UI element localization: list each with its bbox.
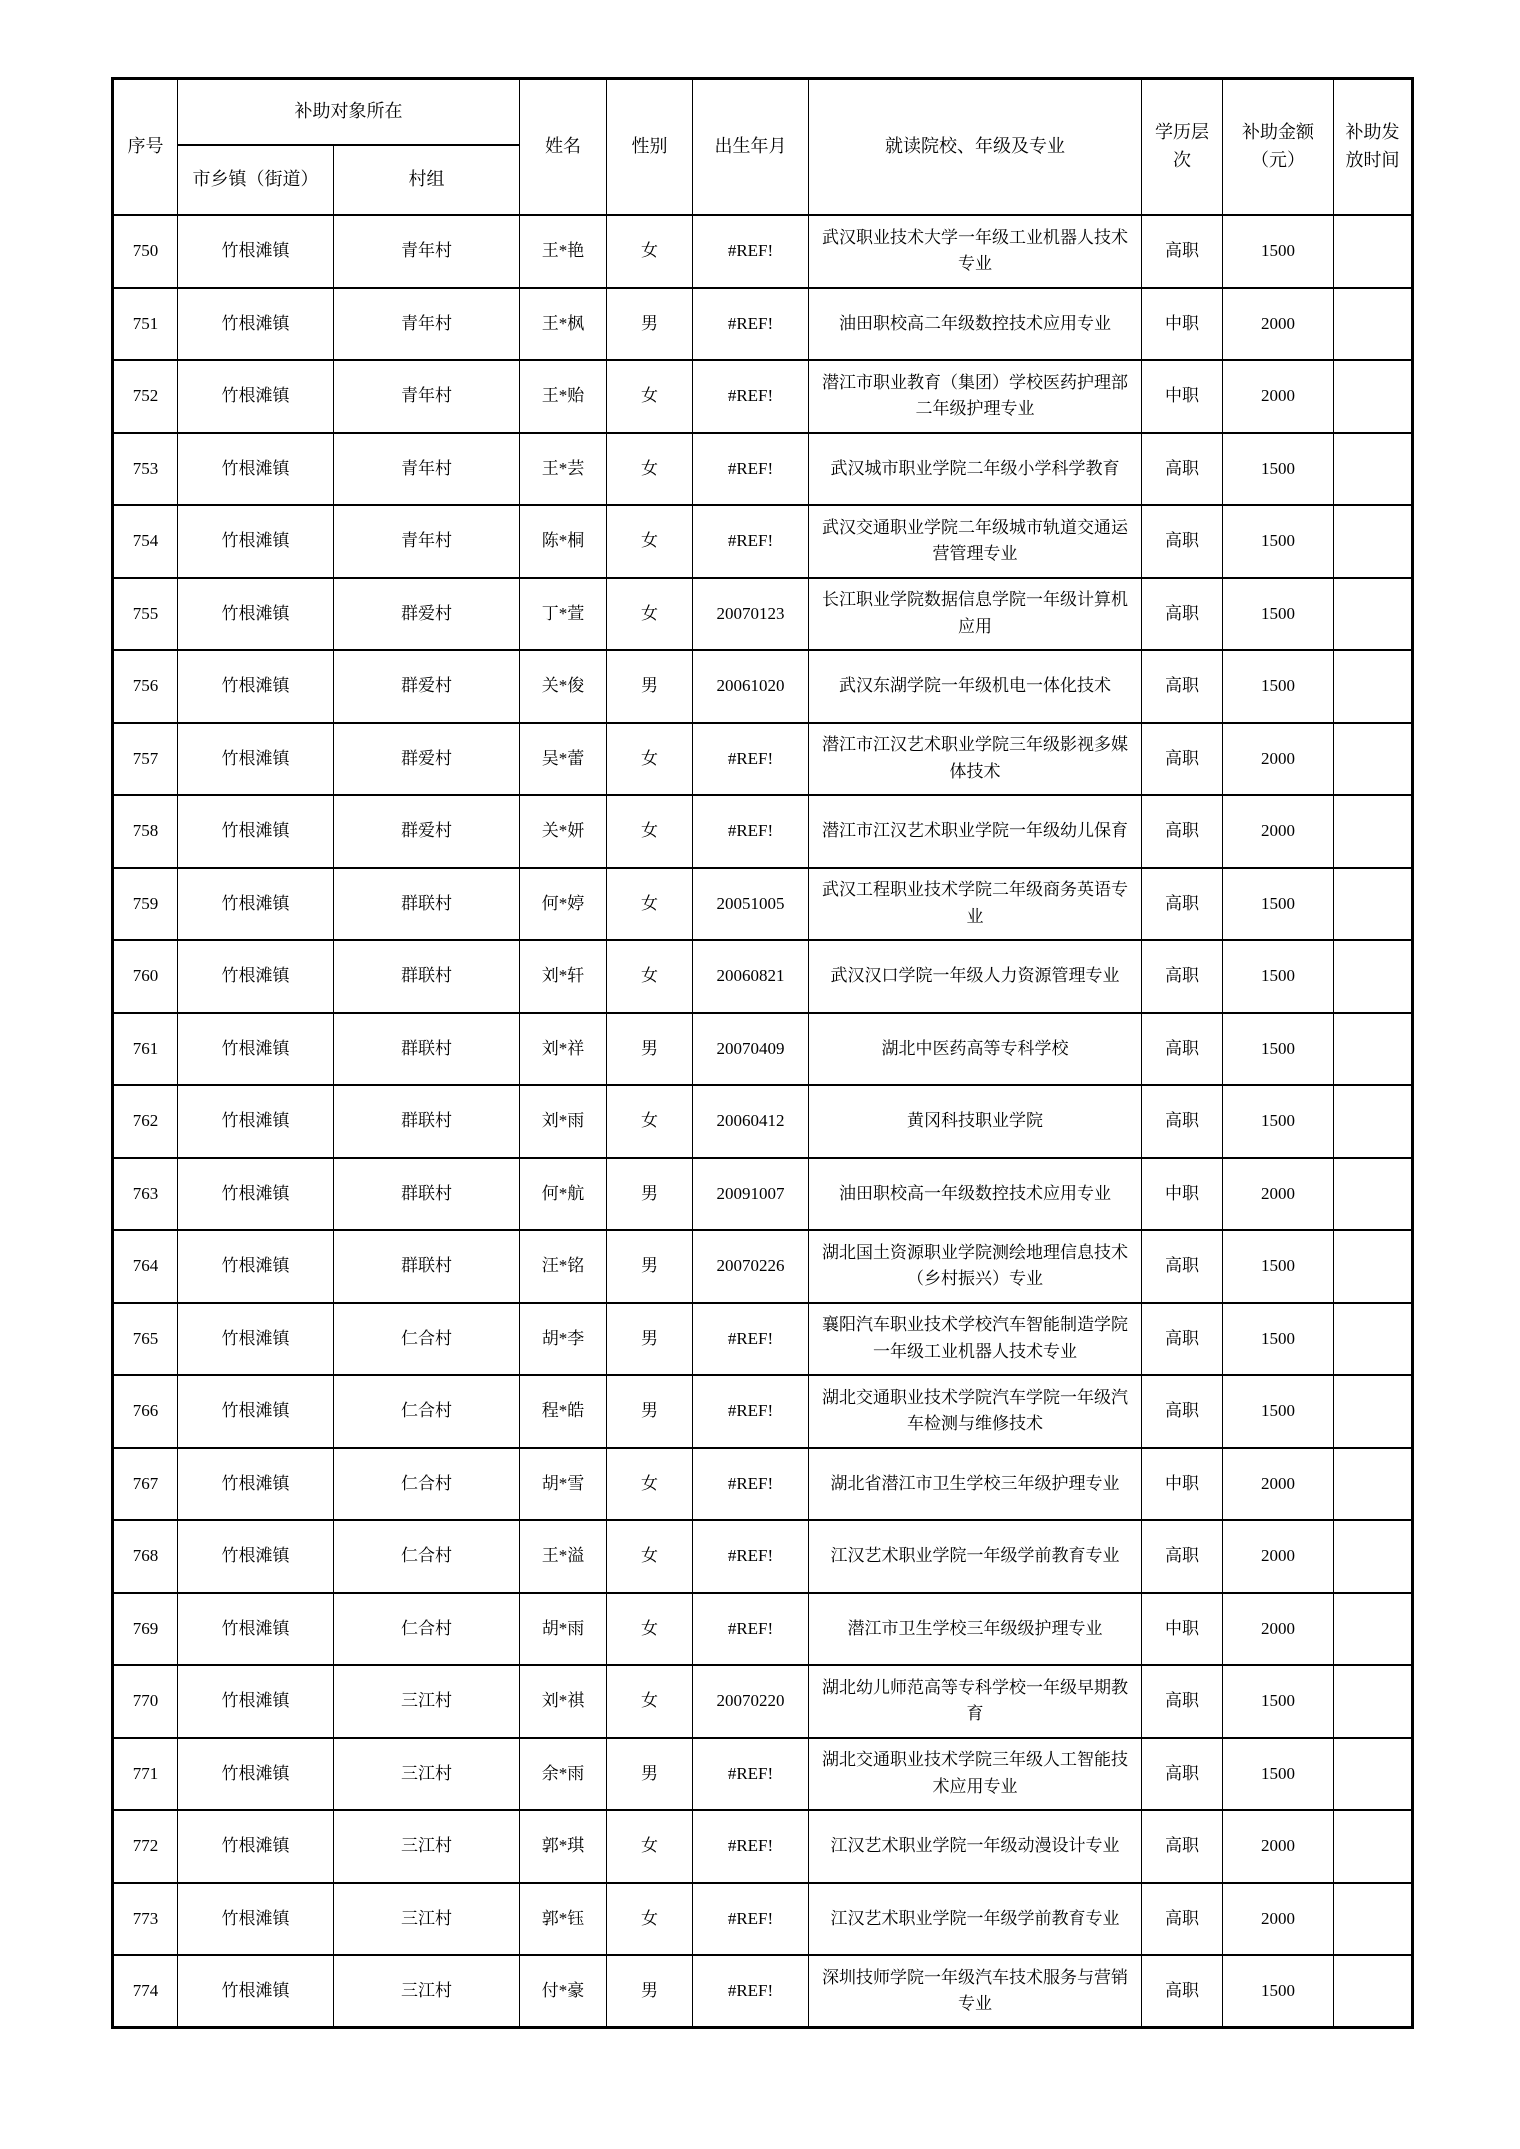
- cell-school: 湖北幼儿师范高等专科学校一年级早期教育: [809, 1665, 1142, 1738]
- cell-name: 汪*铭: [520, 1230, 607, 1303]
- cell-serial: 753: [113, 433, 178, 506]
- cell-village: 三江村: [334, 1810, 520, 1883]
- cell-serial: 754: [113, 505, 178, 578]
- cell-village: 三江村: [334, 1883, 520, 1956]
- cell-gender: 女: [607, 1883, 693, 1956]
- cell-pay-time: [1334, 1303, 1413, 1376]
- cell-village: 三江村: [334, 1665, 520, 1738]
- cell-birth: 20070226: [693, 1230, 809, 1303]
- cell-serial: 762: [113, 1085, 178, 1158]
- header-serial: 序号: [113, 79, 178, 216]
- table-row: [113, 795, 1413, 868]
- cell-town: 竹根滩镇: [178, 433, 334, 506]
- cell-level: 高职: [1142, 940, 1223, 1013]
- table-row: [113, 1955, 1413, 2028]
- cell-level: 高职: [1142, 1810, 1223, 1883]
- cell-pay-time: [1334, 1085, 1413, 1158]
- cell-village: 青年村: [334, 433, 520, 506]
- cell-school: 江汉艺术职业学院一年级动漫设计专业: [809, 1810, 1142, 1883]
- cell-town: 竹根滩镇: [178, 1158, 334, 1231]
- cell-name: 关*俊: [520, 650, 607, 723]
- cell-birth: #REF!: [693, 1883, 809, 1956]
- cell-name: 丁*萱: [520, 578, 607, 651]
- cell-town: 竹根滩镇: [178, 650, 334, 723]
- table-row: [113, 868, 1413, 941]
- cell-village: 群联村: [334, 1158, 520, 1231]
- cell-gender: 女: [607, 433, 693, 506]
- cell-school: 武汉城市职业学院二年级小学科学教育: [809, 433, 1142, 506]
- cell-village: 仁合村: [334, 1520, 520, 1593]
- cell-amount: 2000: [1223, 1593, 1334, 1666]
- cell-pay-time: [1334, 288, 1413, 361]
- cell-birth: 20051005: [693, 868, 809, 941]
- cell-level: 高职: [1142, 578, 1223, 651]
- table-body: [113, 215, 1413, 2028]
- cell-village: 群联村: [334, 1085, 520, 1158]
- cell-school: 武汉工程职业技术学院二年级商务英语专业: [809, 868, 1142, 941]
- cell-amount: 1500: [1223, 1230, 1334, 1303]
- cell-birth: #REF!: [693, 1738, 809, 1811]
- table-row: [113, 1375, 1413, 1448]
- cell-serial: 764: [113, 1230, 178, 1303]
- header-village: 村组: [334, 145, 520, 215]
- cell-gender: 女: [607, 360, 693, 433]
- cell-birth: 20061020: [693, 650, 809, 723]
- cell-town: 竹根滩镇: [178, 1955, 334, 2028]
- cell-gender: 男: [607, 1158, 693, 1231]
- table-row: [113, 433, 1413, 506]
- cell-name: 胡*李: [520, 1303, 607, 1376]
- cell-school: 深圳技师学院一年级汽车技术服务与营销专业: [809, 1955, 1142, 2028]
- cell-village: 群联村: [334, 1013, 520, 1086]
- cell-birth: 20091007: [693, 1158, 809, 1231]
- cell-pay-time: [1334, 795, 1413, 868]
- cell-town: 竹根滩镇: [178, 1665, 334, 1738]
- table-row: [113, 1303, 1413, 1376]
- cell-village: 仁合村: [334, 1375, 520, 1448]
- cell-town: 竹根滩镇: [178, 1230, 334, 1303]
- cell-school: 油田职校高一年级数控技术应用专业: [809, 1158, 1142, 1231]
- cell-town: 竹根滩镇: [178, 1448, 334, 1521]
- cell-school: 武汉汉口学院一年级人力资源管理专业: [809, 940, 1142, 1013]
- cell-pay-time: [1334, 1955, 1413, 2028]
- cell-amount: 1500: [1223, 1955, 1334, 2028]
- cell-village: 青年村: [334, 505, 520, 578]
- cell-serial: 769: [113, 1593, 178, 1666]
- cell-town: 竹根滩镇: [178, 1375, 334, 1448]
- cell-birth: #REF!: [693, 1375, 809, 1448]
- cell-school: 襄阳汽车职业技术学校汽车智能制造学院一年级工业机器人技术专业: [809, 1303, 1142, 1376]
- cell-pay-time: [1334, 433, 1413, 506]
- header-name: 姓名: [520, 79, 607, 216]
- cell-school: 长江职业学院数据信息学院一年级计算机应用: [809, 578, 1142, 651]
- cell-amount: 2000: [1223, 723, 1334, 796]
- cell-gender: 男: [607, 1375, 693, 1448]
- cell-gender: 男: [607, 650, 693, 723]
- cell-level: 高职: [1142, 1375, 1223, 1448]
- cell-birth: #REF!: [693, 795, 809, 868]
- cell-birth: #REF!: [693, 288, 809, 361]
- cell-name: 余*雨: [520, 1738, 607, 1811]
- cell-town: 竹根滩镇: [178, 868, 334, 941]
- cell-serial: 760: [113, 940, 178, 1013]
- cell-serial: 758: [113, 795, 178, 868]
- cell-amount: 1500: [1223, 505, 1334, 578]
- cell-village: 仁合村: [334, 1303, 520, 1376]
- cell-birth: #REF!: [693, 1810, 809, 1883]
- cell-town: 竹根滩镇: [178, 1593, 334, 1666]
- header-school: 就读院校、年级及专业: [809, 79, 1142, 216]
- header-pay-time: 补助发放时间: [1334, 79, 1413, 216]
- cell-pay-time: [1334, 1230, 1413, 1303]
- cell-village: 群爱村: [334, 650, 520, 723]
- cell-level: 高职: [1142, 650, 1223, 723]
- cell-amount: 1500: [1223, 1085, 1334, 1158]
- cell-name: 何*婷: [520, 868, 607, 941]
- cell-pay-time: [1334, 1013, 1413, 1086]
- cell-school: 武汉东湖学院一年级机电一体化技术: [809, 650, 1142, 723]
- cell-school: 武汉职业技术大学一年级工业机器人技术专业: [809, 215, 1142, 288]
- cell-serial: 773: [113, 1883, 178, 1956]
- cell-level: 高职: [1142, 1883, 1223, 1956]
- table-row: [113, 1883, 1413, 1956]
- table-row: [113, 940, 1413, 1013]
- cell-amount: 1500: [1223, 650, 1334, 723]
- cell-name: 付*豪: [520, 1955, 607, 2028]
- cell-name: 刘*祥: [520, 1013, 607, 1086]
- subsidy-roster-table: [111, 77, 1414, 2029]
- cell-level: 中职: [1142, 1593, 1223, 1666]
- cell-serial: 768: [113, 1520, 178, 1593]
- cell-name: 王*枫: [520, 288, 607, 361]
- table-header: [113, 79, 1413, 216]
- cell-birth: #REF!: [693, 433, 809, 506]
- header-birth: 出生年月: [693, 79, 809, 216]
- cell-birth: 20070123: [693, 578, 809, 651]
- cell-school: 湖北省潜江市卫生学校三年级护理专业: [809, 1448, 1142, 1521]
- cell-name: 刘*雨: [520, 1085, 607, 1158]
- cell-birth: 20070220: [693, 1665, 809, 1738]
- table-row: [113, 215, 1413, 288]
- cell-birth: #REF!: [693, 1303, 809, 1376]
- cell-name: 刘*轩: [520, 940, 607, 1013]
- cell-name: 胡*雪: [520, 1448, 607, 1521]
- header-gender: 性别: [607, 79, 693, 216]
- cell-village: 群爱村: [334, 723, 520, 796]
- cell-pay-time: [1334, 578, 1413, 651]
- cell-birth: #REF!: [693, 215, 809, 288]
- cell-gender: 女: [607, 1520, 693, 1593]
- cell-name: 郭*钰: [520, 1883, 607, 1956]
- cell-birth: 20060412: [693, 1085, 809, 1158]
- cell-pay-time: [1334, 505, 1413, 578]
- cell-serial: 763: [113, 1158, 178, 1231]
- cell-village: 仁合村: [334, 1593, 520, 1666]
- cell-serial: 755: [113, 578, 178, 651]
- cell-town: 竹根滩镇: [178, 215, 334, 288]
- cell-serial: 761: [113, 1013, 178, 1086]
- table-row: [113, 360, 1413, 433]
- cell-school: 湖北中医药高等专科学校: [809, 1013, 1142, 1086]
- cell-school: 油田职校高二年级数控技术应用专业: [809, 288, 1142, 361]
- cell-town: 竹根滩镇: [178, 723, 334, 796]
- table-row: [113, 723, 1413, 796]
- cell-school: 潜江市江汉艺术职业学院三年级影视多媒体技术: [809, 723, 1142, 796]
- cell-town: 竹根滩镇: [178, 940, 334, 1013]
- cell-serial: 772: [113, 1810, 178, 1883]
- cell-village: 青年村: [334, 360, 520, 433]
- cell-amount: 2000: [1223, 1448, 1334, 1521]
- cell-school: 江汉艺术职业学院一年级学前教育专业: [809, 1883, 1142, 1956]
- table-row: [113, 1013, 1413, 1086]
- cell-amount: 1500: [1223, 1013, 1334, 1086]
- cell-serial: 765: [113, 1303, 178, 1376]
- cell-gender: 女: [607, 215, 693, 288]
- cell-level: 高职: [1142, 868, 1223, 941]
- cell-level: 高职: [1142, 1955, 1223, 2028]
- cell-amount: 1500: [1223, 1665, 1334, 1738]
- cell-pay-time: [1334, 1883, 1413, 1956]
- cell-level: 高职: [1142, 505, 1223, 578]
- table-row: [113, 1593, 1413, 1666]
- cell-serial: 766: [113, 1375, 178, 1448]
- cell-gender: 男: [607, 1738, 693, 1811]
- cell-school: 武汉交通职业学院二年级城市轨道交通运营管理专业: [809, 505, 1142, 578]
- cell-gender: 男: [607, 1955, 693, 2028]
- table-row: [113, 1448, 1413, 1521]
- cell-birth: #REF!: [693, 505, 809, 578]
- cell-town: 竹根滩镇: [178, 1013, 334, 1086]
- cell-school: 湖北交通职业技术学院汽车学院一年级汽车检测与维修技术: [809, 1375, 1142, 1448]
- cell-town: 竹根滩镇: [178, 505, 334, 578]
- cell-level: 高职: [1142, 1738, 1223, 1811]
- cell-pay-time: [1334, 1593, 1413, 1666]
- cell-village: 群爱村: [334, 578, 520, 651]
- cell-serial: 759: [113, 868, 178, 941]
- cell-town: 竹根滩镇: [178, 1303, 334, 1376]
- cell-gender: 女: [607, 1593, 693, 1666]
- cell-serial: 767: [113, 1448, 178, 1521]
- cell-gender: 女: [607, 868, 693, 941]
- cell-school: 潜江市职业教育（集团）学校医药护理部二年级护理专业: [809, 360, 1142, 433]
- cell-amount: 1500: [1223, 215, 1334, 288]
- cell-village: 青年村: [334, 288, 520, 361]
- table-row: [113, 1230, 1413, 1303]
- cell-school: 湖北交通职业技术学院三年级人工智能技术应用专业: [809, 1738, 1142, 1811]
- cell-amount: 2000: [1223, 288, 1334, 361]
- cell-name: 胡*雨: [520, 1593, 607, 1666]
- table-row: [113, 650, 1413, 723]
- cell-pay-time: [1334, 1810, 1413, 1883]
- cell-name: 王*贻: [520, 360, 607, 433]
- cell-gender: 女: [607, 795, 693, 868]
- cell-village: 三江村: [334, 1955, 520, 2028]
- table-row: [113, 578, 1413, 651]
- cell-name: 刘*祺: [520, 1665, 607, 1738]
- cell-name: 何*航: [520, 1158, 607, 1231]
- cell-name: 吴*蕾: [520, 723, 607, 796]
- cell-birth: #REF!: [693, 1955, 809, 2028]
- cell-amount: 1500: [1223, 578, 1334, 651]
- table-row: [113, 1738, 1413, 1811]
- cell-birth: #REF!: [693, 723, 809, 796]
- cell-amount: 2000: [1223, 1158, 1334, 1231]
- cell-level: 高职: [1142, 433, 1223, 506]
- cell-pay-time: [1334, 868, 1413, 941]
- cell-amount: 2000: [1223, 795, 1334, 868]
- cell-birth: #REF!: [693, 1593, 809, 1666]
- cell-village: 群联村: [334, 868, 520, 941]
- cell-town: 竹根滩镇: [178, 288, 334, 361]
- cell-pay-time: [1334, 1375, 1413, 1448]
- header-town: 市乡镇（街道）: [178, 145, 334, 215]
- header-location-group: 补助对象所在: [178, 79, 520, 146]
- cell-pay-time: [1334, 1520, 1413, 1593]
- cell-level: 高职: [1142, 1085, 1223, 1158]
- cell-level: 高职: [1142, 1303, 1223, 1376]
- cell-level: 高职: [1142, 1665, 1223, 1738]
- cell-name: 王*芸: [520, 433, 607, 506]
- cell-serial: 756: [113, 650, 178, 723]
- cell-name: 王*溢: [520, 1520, 607, 1593]
- cell-birth: #REF!: [693, 1448, 809, 1521]
- cell-village: 群联村: [334, 1230, 520, 1303]
- cell-gender: 女: [607, 1448, 693, 1521]
- table-row: [113, 505, 1413, 578]
- cell-gender: 女: [607, 1085, 693, 1158]
- cell-level: 高职: [1142, 1520, 1223, 1593]
- cell-pay-time: [1334, 940, 1413, 1013]
- cell-name: 关*妍: [520, 795, 607, 868]
- cell-village: 仁合村: [334, 1448, 520, 1521]
- cell-village: 群联村: [334, 940, 520, 1013]
- table-row: [113, 1520, 1413, 1593]
- cell-serial: 770: [113, 1665, 178, 1738]
- cell-pay-time: [1334, 1448, 1413, 1521]
- cell-gender: 男: [607, 1230, 693, 1303]
- header-amount: 补助金额（元）: [1223, 79, 1334, 216]
- cell-school: 江汉艺术职业学院一年级学前教育专业: [809, 1520, 1142, 1593]
- cell-level: 高职: [1142, 1230, 1223, 1303]
- cell-village: 三江村: [334, 1738, 520, 1811]
- cell-gender: 女: [607, 505, 693, 578]
- cell-gender: 女: [607, 578, 693, 651]
- cell-level: 高职: [1142, 215, 1223, 288]
- cell-name: 王*艳: [520, 215, 607, 288]
- cell-name: 郭*琪: [520, 1810, 607, 1883]
- cell-amount: 2000: [1223, 1520, 1334, 1593]
- cell-town: 竹根滩镇: [178, 578, 334, 651]
- cell-level: 高职: [1142, 1013, 1223, 1086]
- cell-amount: 1500: [1223, 940, 1334, 1013]
- cell-school: 潜江市江汉艺术职业学院一年级幼儿保育: [809, 795, 1142, 868]
- cell-level: 中职: [1142, 288, 1223, 361]
- cell-level: 中职: [1142, 1448, 1223, 1521]
- cell-birth: 20070409: [693, 1013, 809, 1086]
- cell-pay-time: [1334, 1738, 1413, 1811]
- cell-pay-time: [1334, 215, 1413, 288]
- cell-serial: 757: [113, 723, 178, 796]
- cell-amount: 2000: [1223, 360, 1334, 433]
- cell-level: 中职: [1142, 360, 1223, 433]
- cell-gender: 女: [607, 940, 693, 1013]
- cell-pay-time: [1334, 360, 1413, 433]
- cell-serial: 752: [113, 360, 178, 433]
- cell-serial: 750: [113, 215, 178, 288]
- table-row: [113, 1665, 1413, 1738]
- cell-village: 青年村: [334, 215, 520, 288]
- table-row: [113, 1810, 1413, 1883]
- table-row: [113, 288, 1413, 361]
- cell-town: 竹根滩镇: [178, 1810, 334, 1883]
- cell-town: 竹根滩镇: [178, 795, 334, 868]
- cell-town: 竹根滩镇: [178, 1085, 334, 1158]
- cell-serial: 771: [113, 1738, 178, 1811]
- cell-pay-time: [1334, 650, 1413, 723]
- cell-pay-time: [1334, 1158, 1413, 1231]
- cell-amount: 2000: [1223, 1883, 1334, 1956]
- cell-gender: 男: [607, 288, 693, 361]
- cell-level: 高职: [1142, 723, 1223, 796]
- cell-school: 潜江市卫生学校三年级级护理专业: [809, 1593, 1142, 1666]
- cell-town: 竹根滩镇: [178, 1738, 334, 1811]
- cell-serial: 751: [113, 288, 178, 361]
- cell-birth: #REF!: [693, 1520, 809, 1593]
- cell-amount: 2000: [1223, 1810, 1334, 1883]
- cell-pay-time: [1334, 723, 1413, 796]
- cell-amount: 1500: [1223, 433, 1334, 506]
- cell-amount: 1500: [1223, 1738, 1334, 1811]
- cell-amount: 1500: [1223, 868, 1334, 941]
- cell-school: 黄冈科技职业学院: [809, 1085, 1142, 1158]
- cell-gender: 女: [607, 1665, 693, 1738]
- cell-birth: 20060821: [693, 940, 809, 1013]
- cell-town: 竹根滩镇: [178, 1520, 334, 1593]
- cell-level: 中职: [1142, 1158, 1223, 1231]
- table-row: [113, 1085, 1413, 1158]
- cell-birth: #REF!: [693, 360, 809, 433]
- cell-town: 竹根滩镇: [178, 1883, 334, 1956]
- cell-town: 竹根滩镇: [178, 360, 334, 433]
- cell-gender: 女: [607, 1810, 693, 1883]
- cell-village: 群爱村: [334, 795, 520, 868]
- cell-amount: 1500: [1223, 1303, 1334, 1376]
- cell-name: 陈*桐: [520, 505, 607, 578]
- cell-amount: 1500: [1223, 1375, 1334, 1448]
- cell-name: 程*皓: [520, 1375, 607, 1448]
- cell-level: 高职: [1142, 795, 1223, 868]
- cell-pay-time: [1334, 1665, 1413, 1738]
- header-level: 学历层次: [1142, 79, 1223, 216]
- cell-gender: 男: [607, 1303, 693, 1376]
- cell-school: 湖北国土资源职业学院测绘地理信息技术（乡村振兴）专业: [809, 1230, 1142, 1303]
- cell-gender: 男: [607, 1013, 693, 1086]
- cell-serial: 774: [113, 1955, 178, 2028]
- cell-gender: 女: [607, 723, 693, 796]
- table-row: [113, 1158, 1413, 1231]
